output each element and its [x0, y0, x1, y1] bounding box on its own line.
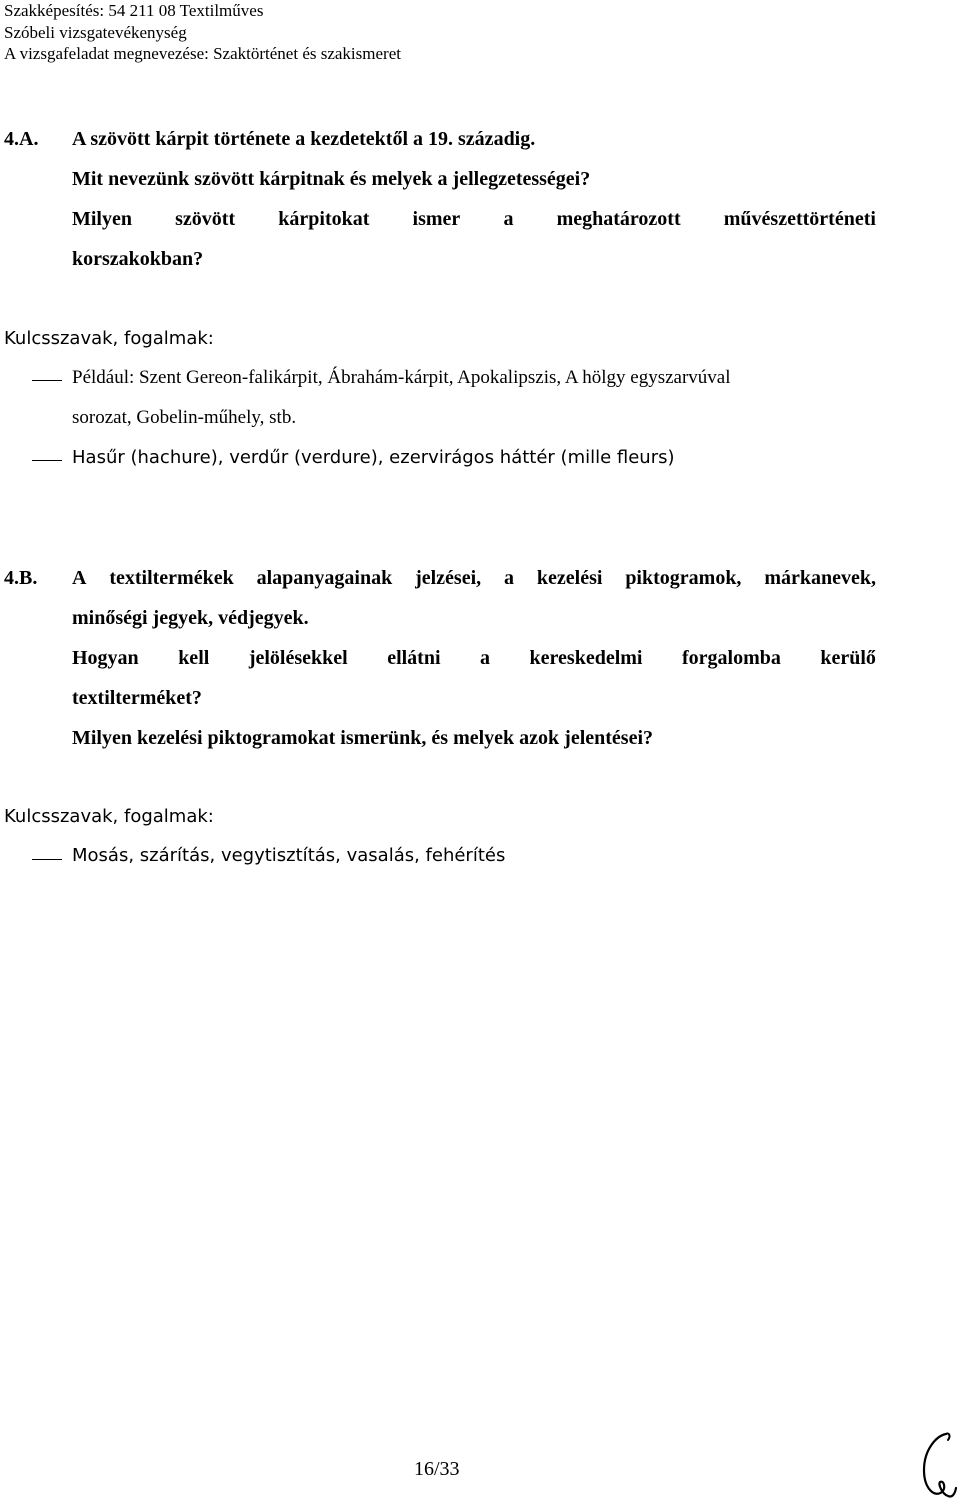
word: ellátni: [387, 647, 441, 669]
task-a-number: 4.A.: [4, 128, 39, 150]
header-qualification: Szakképesítés: 54 211 08 Textilműves: [4, 1, 264, 20]
word: kezelési: [536, 567, 603, 589]
task-b-bullet-1: Mosás, szárítás, vegytisztítás, vasalás, fehérítés: [72, 845, 506, 866]
word: jelzései,: [415, 567, 482, 589]
word: kerülő: [820, 647, 876, 669]
word: meghatározott: [556, 208, 681, 230]
word: Hogyan: [72, 647, 139, 669]
task-a-bullet-1-line-1: Például: Szent Gereon-falikárpit, Ábrahám-kárpit, Apokalipszis, A hölgy egyszarvúval: [72, 367, 731, 388]
word: szövött: [175, 208, 236, 230]
word: jelölésekkel: [248, 647, 348, 669]
dash-bullet-icon: [32, 460, 62, 461]
task-b-number: 4.B.: [4, 567, 38, 589]
word: ismer: [412, 208, 461, 230]
signature-icon: [918, 1428, 958, 1502]
word: kárpitokat: [278, 208, 370, 230]
dash-bullet-icon: [32, 380, 62, 381]
task-a-line-2: Mit nevezünk szövött kárpitnak és melyek a jellegzetességei?: [72, 168, 591, 190]
header-exam-type: Szóbeli vizsgatevékenység: [4, 22, 187, 42]
task-b-line-4: textilterméket?: [72, 687, 202, 709]
page-number: 16/33: [414, 1458, 460, 1480]
task-a-bullet-2: Hasűr (hachure), verdűr (verdure), ezervirágos háttér (mille fleurs): [72, 447, 675, 468]
task-b-keywords-label: Kulcsszavak, fogalmak:: [4, 806, 214, 827]
task-a-keywords-label: Kulcsszavak, fogalmak:: [4, 328, 214, 349]
task-a-line-3: [72, 208, 876, 231]
word: Milyen: [72, 208, 132, 230]
word: művészettörténeti: [723, 208, 876, 230]
task-b-line-2: minőségi jegyek, védjegyek.: [72, 607, 309, 629]
word: a: [504, 567, 515, 589]
document-header: [4, 0, 401, 65]
word: kell: [178, 647, 210, 669]
word: alapanyagainak: [256, 567, 393, 589]
word: a: [480, 647, 491, 669]
word: márkanevek,: [764, 567, 876, 589]
word: a: [503, 208, 514, 230]
dash-bullet-icon: [32, 859, 62, 860]
task-a-line-4: korszakokban?: [72, 248, 204, 270]
word: textiltermékek: [109, 567, 234, 589]
word: forgalomba: [681, 647, 781, 669]
word: kereskedelmi: [529, 647, 643, 669]
word: piktogramok,: [625, 567, 742, 589]
word: A: [72, 567, 87, 589]
task-b-line-3: [72, 647, 876, 670]
task-a-line-1: A szövött kárpit története a kezdetektől a 19. századig.: [72, 128, 536, 150]
task-b-line-1: [72, 567, 876, 590]
task-b-line-5: Milyen kezelési piktogramokat ismerünk, és melyek azok jelentései?: [72, 727, 654, 749]
header-task-name: A vizsgafeladat megnevezése: Szaktörténet és szakismeret: [4, 44, 401, 63]
task-a-bullet-1-line-2: sorozat, Gobelin-műhely, stb.: [72, 407, 297, 428]
